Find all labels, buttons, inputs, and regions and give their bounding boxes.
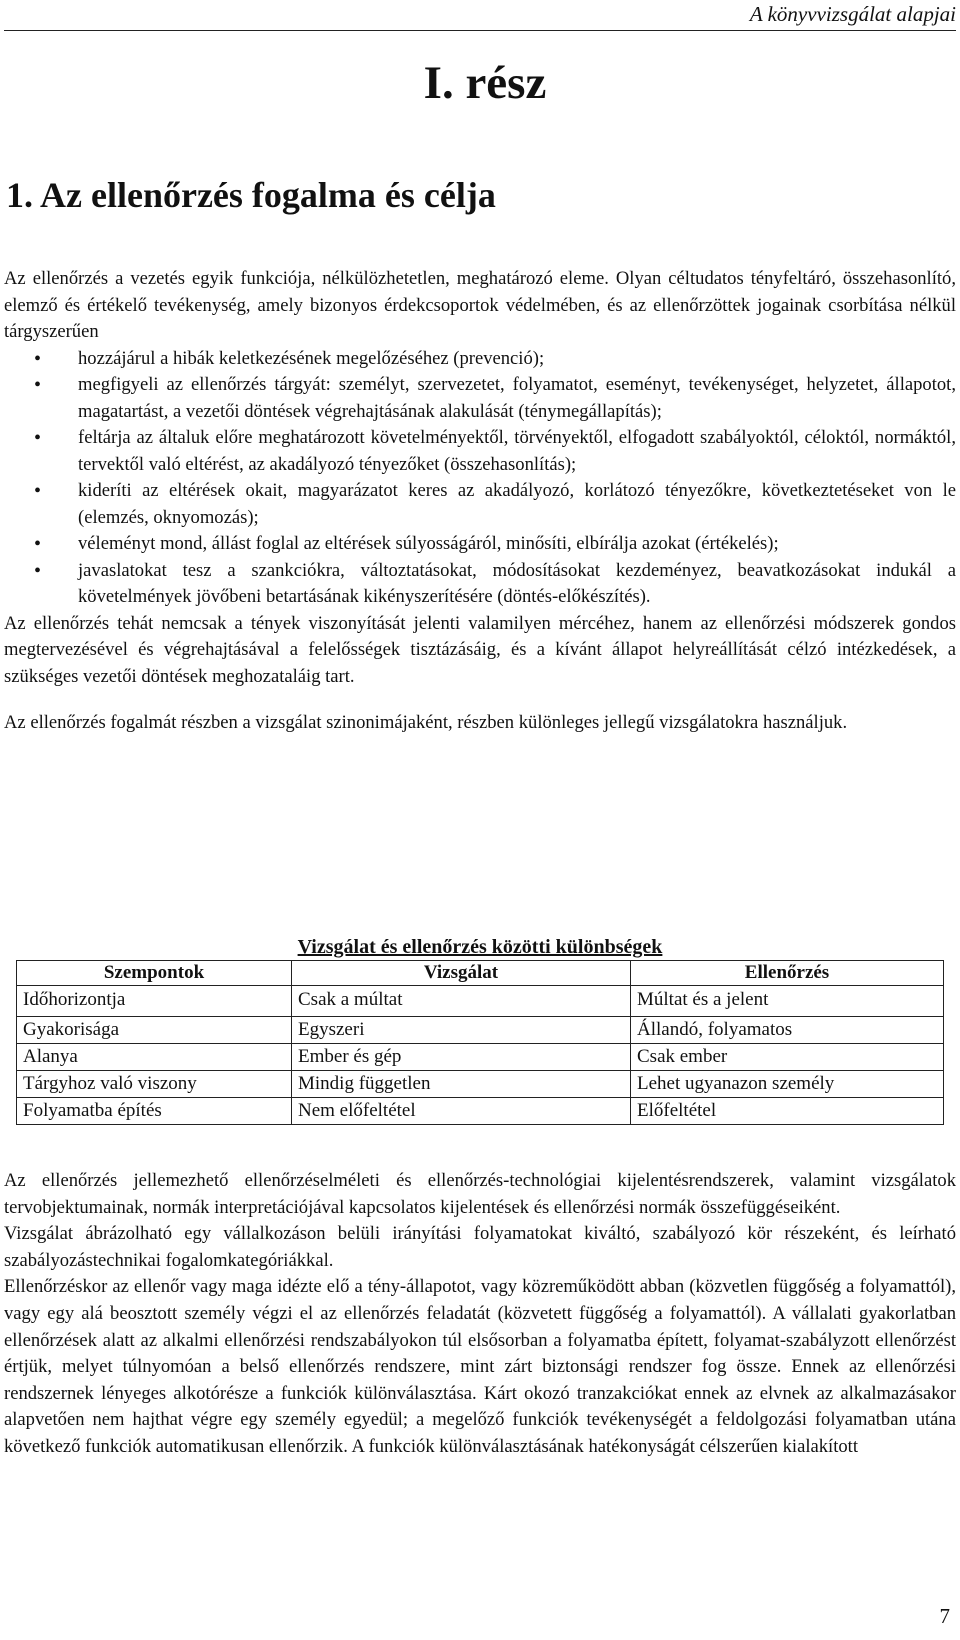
table-header-cell: Ellenőrzés — [631, 961, 944, 986]
bullet-item: • megfigyeli az ellenőrzés tárgyát: személyt, szervezetet, folyamatot, eseményt, tevékenységet, helyzetet, állapotot, magatartást, a vezetői döntések végrehajtásának alakulását (ténymegállapítás); — [4, 372, 956, 425]
table-header-cell: Vizsgálat — [292, 961, 631, 986]
table-cell: Mindig független — [292, 1071, 631, 1098]
table-cell: Lehet ugyanazon személy — [631, 1071, 944, 1098]
bullet-item: • feltárja az általuk előre meghatározott követelményektől, törvényektől, elfogadott szabályoktól, céloktól, normáktól, tervektől való eltérést, az akadályozó tényezőket (összehasonlítás); — [4, 425, 956, 478]
bullet-list — [4, 346, 956, 611]
table-header-cell: Szempontok — [17, 961, 292, 986]
table-cell: Folyamatba építés — [17, 1098, 292, 1125]
body-section-2 — [4, 1168, 956, 1461]
bullet-item: • kideríti az eltérések okait, magyarázatot keres az akadályozó, korlátozó tényezőkre, következtetéseket von le (elemzés, oknyomozás); — [4, 478, 956, 531]
table-cell: Ember és gép — [292, 1044, 631, 1071]
bullet-item: • véleményt mond, állást foglal az eltérések súlyosságáról, minősíti, elbírálja azokat (értékelés); — [4, 531, 956, 558]
characterize-paragraph: Az ellenőrzés jellemezhető ellenőrzéselméleti és ellenőrzés-technológiai kijelentésrendszerek, valamint vizsgálatok tervobjektumainak, normák interpretációjával kapcsolatos kijelentések és ellenőrzési normák összefüggéseiként. — [4, 1170, 956, 1218]
table-row — [17, 1044, 944, 1071]
bullet-item: • hozzájárul a hibák keletkezésének megelőzéséhez (prevenció); — [4, 346, 956, 373]
body-section-1 — [4, 266, 956, 737]
intro-paragraph: Az ellenőrzés a vezetés egyik funkciója, nélkülözhetetlen, meghatározó eleme. Olyan céltudatos tényfeltáró, összehasonlító, elemző és értékelő tevékenység, amely bizonyos érdekcsoportok védelmében, és az ellenőrzöttek jogainak csorbítása nélkül tárgyszerűen — [4, 268, 956, 342]
comparison-table — [16, 960, 944, 1125]
final-paragraph: Ellenőrzéskor az ellenőr vagy maga idézte elő a tény-állapotot, vagy közreműködött abban (közvetlen függőség a folyamattól), vagy egy alá beosztott személy végzi el az ellenőrzés feladatát (közvetett függőség a folyamattól). A vállalati gyakorlatban ellenőrzések alatt az alkalmi ellenőrzési rendszabályokon túl elsősorban a folyamatba épített, folyamat-szabályzott ellenőrzést értjük, melyet túlnyomóan a belső ellenőrzés rendszere, mint zárt biztonsági rendszer fog össze. Ennek az ellenőrzési rendszernek lényeges alkotórésze a funkciók különválasztása. Kárt okozó tranzakciókat ennek az elvnek az alkalmazásakor alapvetően nem hajthat végre egy személy egyedül; a megelőző funkciók tevékenységét a feldolgozási folyamatban utána következő funkciók automatikusan ellenőrzik. A funkciók különválasztásának hatékonyságát célszerűen kialakított — [4, 1276, 956, 1457]
table-cell: Alanya — [17, 1044, 292, 1071]
page-number: 7 — [939, 1604, 950, 1628]
table-cell: Állandó, folyamatos — [631, 1017, 944, 1044]
bullet-item: • javaslatokat tesz a szankciókra, változtatásokat, módosításokat kezdeményez, beavatkozásokat indukál a követelmények jövőbeni betartásának kikényszerítésére (döntés-előkészítés). — [4, 558, 956, 611]
table-row — [17, 1071, 944, 1098]
table-header-row — [17, 961, 944, 986]
table-cell: Nem előfeltétel — [292, 1098, 631, 1125]
chapter-title: 1. Az ellenőrzés fogalma és célja — [6, 175, 496, 215]
table-row — [17, 986, 944, 1017]
table-cell: Múltat és a jelent — [631, 986, 944, 1017]
vizsgalat-paragraph: Vizsgálat ábrázolható egy vállalkozáson belüli irányítási folyamatokat kiváltó, szabályozó kör részeként, és leírható szabályozástechnikai fogalomkategóriákkal. — [4, 1223, 956, 1271]
table-cell: Időhorizontja — [17, 986, 292, 1017]
part-title: I. rész — [423, 57, 547, 109]
header-rule — [4, 30, 956, 31]
table-row — [17, 1098, 944, 1125]
table-cell: Tárgyhoz való viszony — [17, 1071, 292, 1098]
table-cell: Gyakorisága — [17, 1017, 292, 1044]
running-header: A könyvvizsgálat alapjai — [749, 2, 956, 26]
table-cell: Egyszeri — [292, 1017, 631, 1044]
table-cell: Csak a múltat — [292, 986, 631, 1017]
conclusion-paragraph: Az ellenőrzés tehát nemcsak a tények viszonyítását jelenti valamilyen mércéhez, hanem az ellenőrzési módszerek gondos megtervezésével és végrehajtásával a felelősségek tisztázásáig, és a kívánt állapot helyreállítását célzó intézkedések, a szükséges vezetői döntések meghozataláig tart. — [4, 612, 956, 687]
synonym-paragraph: Az ellenőrzés fogalmát részben a vizsgálat szinonimájaként, részben különleges jellegű vizsgálatokra használjuk. — [4, 712, 848, 733]
table-cell: Csak ember — [631, 1044, 944, 1071]
table-title: Vizsgálat és ellenőrzés közötti különbségek — [297, 936, 663, 958]
table-row — [17, 1017, 944, 1044]
comparison-table-section — [16, 934, 944, 1125]
table-cell: Előfeltétel — [631, 1098, 944, 1125]
